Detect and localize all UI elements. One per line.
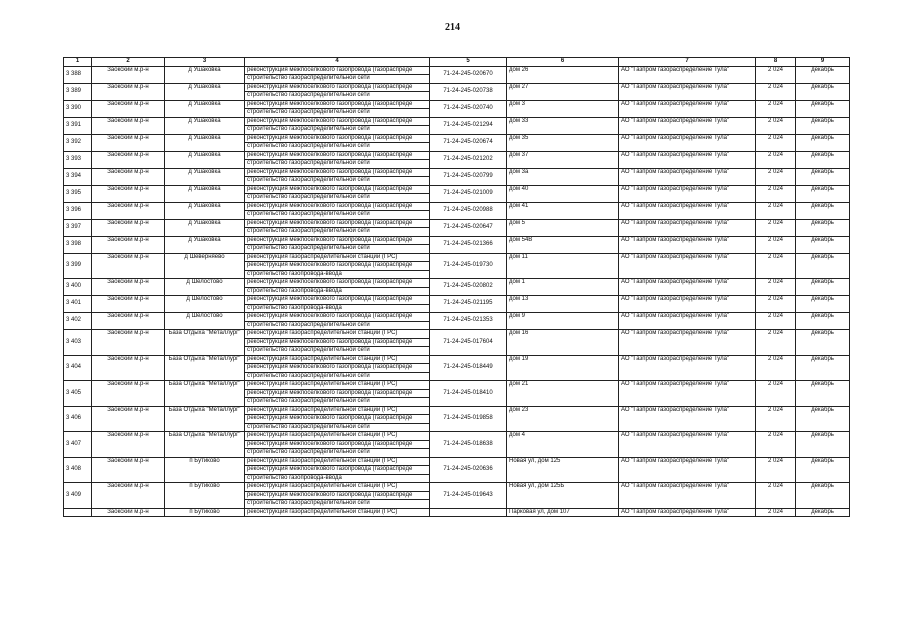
- table-row: [64, 236, 850, 253]
- work-type-line: реконструкция межпоселкового газопровода (газораспреде: [245, 101, 429, 110]
- work-type-line: строительство газораспределительной сети: [247, 347, 370, 353]
- table-row: [64, 483, 850, 509]
- object-code-cell: 71-24-245-021366: [430, 236, 507, 253]
- work-type-line: реконструкция газораспределительной станции (ГРС): [245, 356, 429, 365]
- works-cell: [245, 168, 430, 185]
- table-row: [64, 117, 850, 134]
- work-type-line: реконструкция межпоселкового газопровода (газораспреде: [245, 492, 429, 501]
- work-type-line: строительство газораспределительной сети: [247, 143, 370, 149]
- address-cell: дом 33: [507, 117, 619, 134]
- locality-cell: д Ушаковка: [165, 185, 245, 202]
- row-number-cell: 3 403: [64, 330, 92, 356]
- row-number-cell: 3 406: [64, 406, 92, 432]
- district-cell: Заокский м.р-н: [92, 185, 165, 202]
- address-cell: дом 4: [507, 432, 619, 458]
- address-cell: дом 3а: [507, 168, 619, 185]
- address-cell: дом 26: [507, 66, 619, 83]
- row-number-cell: [64, 508, 92, 517]
- works-cell: [245, 219, 430, 236]
- row-number-cell: 3 409: [64, 483, 92, 509]
- work-type-line: реконструкция межпоселкового газопровода (газораспреде: [245, 186, 429, 195]
- year-cell: 2 024: [756, 185, 796, 202]
- month-cell: декабрь: [796, 134, 850, 151]
- works-cell: [245, 406, 430, 432]
- locality-cell: База Отдыха "Металлург": [165, 355, 245, 381]
- year-cell: 2 024: [756, 296, 796, 313]
- works-cell: [245, 134, 430, 151]
- work-type-line: реконструкция газораспределительной станции (ГРС): [245, 407, 429, 416]
- table-row: [64, 457, 850, 483]
- year-cell: 2 024: [756, 313, 796, 330]
- locality-cell: д Ушаковка: [165, 168, 245, 185]
- locality-cell: д Шеверняево: [165, 253, 245, 279]
- address-cell: дом 27: [507, 83, 619, 100]
- month-cell: декабрь: [796, 83, 850, 100]
- organization-cell: АО "Газпром газораспределение Тула": [619, 117, 756, 134]
- locality-cell: д Ушаковка: [165, 100, 245, 117]
- organization-cell: АО "Газпром газораспределение Тула": [619, 236, 756, 253]
- organization-cell: АО "Газпром газораспределение Тула": [619, 168, 756, 185]
- works-cell: [245, 66, 430, 83]
- organization-cell: АО "Газпром газораспределение Тула": [619, 355, 756, 381]
- year-cell: 2 024: [756, 406, 796, 432]
- table-row: [64, 185, 850, 202]
- works-cell: [245, 202, 430, 219]
- table-row: [64, 168, 850, 185]
- month-cell: декабрь: [796, 296, 850, 313]
- locality-cell: База Отдыха "Металлург": [165, 406, 245, 432]
- district-cell: Заокский м.р-н: [92, 134, 165, 151]
- header-cell: 3: [165, 58, 245, 67]
- address-cell: дом 35: [507, 134, 619, 151]
- object-code-cell: 71-24-245-018449: [430, 355, 507, 381]
- header-cell: 4: [245, 58, 430, 67]
- object-code-cell: 71-24-245-019643: [430, 483, 507, 509]
- district-cell: Заокский м.р-н: [92, 296, 165, 313]
- locality-cell: д Ушаковка: [165, 83, 245, 100]
- address-cell: дом 16: [507, 330, 619, 356]
- row-number-cell: 3 393: [64, 151, 92, 168]
- district-cell: Заокский м.р-н: [92, 508, 165, 517]
- table-row: [64, 66, 850, 83]
- work-type-line: строительство газораспределительной сети: [247, 228, 370, 234]
- object-code-cell: 71-24-245-021009: [430, 185, 507, 202]
- table-row: [64, 279, 850, 296]
- work-type-line: реконструкция межпоселкового газопровода (газораспреде: [245, 169, 429, 178]
- work-type-line: реконструкция межпоселкового газопровода (газораспреде: [245, 279, 429, 288]
- month-cell: декабрь: [796, 313, 850, 330]
- year-cell: 2 024: [756, 432, 796, 458]
- district-cell: Заокский м.р-н: [92, 219, 165, 236]
- table-row: [64, 432, 850, 458]
- work-type-line: реконструкция газораспределительной станции (ГРС): [245, 254, 429, 263]
- address-cell: дом 23: [507, 406, 619, 432]
- district-cell: Заокский м.р-н: [92, 313, 165, 330]
- object-code-cell: 71-24-245-020799: [430, 168, 507, 185]
- district-cell: Заокский м.р-н: [92, 236, 165, 253]
- organization-cell: АО "Газпром газораспределение Тула": [619, 313, 756, 330]
- work-type-line: строительство газораспределительной сети: [247, 109, 370, 115]
- locality-cell: д Ушаковка: [165, 219, 245, 236]
- address-cell: дом 3: [507, 100, 619, 117]
- month-cell: декабрь: [796, 508, 850, 517]
- header-cell: 5: [430, 58, 507, 67]
- table-row: [64, 313, 850, 330]
- work-type-line: строительство газораспределительной сети: [247, 75, 370, 81]
- organization-cell: АО "Газпром газораспределение Тула": [619, 66, 756, 83]
- work-type-line: реконструкция межпоселкового газопровода (газораспреде: [245, 313, 429, 322]
- year-cell: 2 024: [756, 381, 796, 407]
- year-cell: 2 024: [756, 117, 796, 134]
- object-code-cell: 71-24-245-018638: [430, 432, 507, 458]
- locality-cell: База Отдыха "Металлург": [165, 381, 245, 407]
- work-type-line: реконструкция межпоселкового газопровода (газораспреде: [245, 220, 429, 229]
- month-cell: декабрь: [796, 330, 850, 356]
- month-cell: декабрь: [796, 253, 850, 279]
- month-cell: декабрь: [796, 202, 850, 219]
- organization-cell: АО "Газпром газораспределение Тула": [619, 253, 756, 279]
- district-cell: Заокский м.р-н: [92, 457, 165, 483]
- works-cell: [245, 483, 430, 509]
- object-code-cell: 71-24-245-020738: [430, 83, 507, 100]
- table-row: [64, 355, 850, 381]
- row-number-cell: 3 388: [64, 66, 92, 83]
- year-cell: 2 024: [756, 457, 796, 483]
- object-code-cell: 71-24-245-021202: [430, 151, 507, 168]
- month-cell: декабрь: [796, 381, 850, 407]
- organization-cell: АО "Газпром газораспределение Тула": [619, 330, 756, 356]
- work-type-line: строительство газораспределительной сети: [247, 126, 370, 132]
- header-cell: 1: [64, 58, 92, 67]
- year-cell: 2 024: [756, 355, 796, 381]
- district-cell: Заокский м.р-н: [92, 202, 165, 219]
- works-cell: [245, 117, 430, 134]
- work-type-line: реконструкция межпоселкового газопровода (газораспреде: [245, 135, 429, 144]
- month-cell: декабрь: [796, 279, 850, 296]
- row-number-cell: 3 391: [64, 117, 92, 134]
- work-type-line: строительство газопровода-ввода: [247, 304, 342, 311]
- header-row: [64, 58, 850, 67]
- organization-cell: АО "Газпром газораспределение Тула": [619, 508, 756, 517]
- row-number-cell: 3 399: [64, 253, 92, 279]
- table-row: [64, 202, 850, 219]
- year-cell: 2 024: [756, 279, 796, 296]
- address-cell: дом 9: [507, 313, 619, 330]
- month-cell: декабрь: [796, 236, 850, 253]
- month-cell: декабрь: [796, 219, 850, 236]
- organization-cell: АО "Газпром газораспределение Тула": [619, 151, 756, 168]
- organization-cell: АО "Газпром газораспределение Тула": [619, 483, 756, 509]
- object-code-cell: 71-24-245-020802: [430, 279, 507, 296]
- object-code-cell: 71-24-245-020647: [430, 219, 507, 236]
- row-number-cell: 3 401: [64, 296, 92, 313]
- year-cell: 2 024: [756, 202, 796, 219]
- address-cell: дом 37: [507, 151, 619, 168]
- address-cell: дом 1: [507, 279, 619, 296]
- object-code-cell: 71-24-245-021353: [430, 313, 507, 330]
- locality-cell: База Отдыха "Металлург": [165, 330, 245, 356]
- organization-cell: АО "Газпром газораспределение Тула": [619, 381, 756, 407]
- organization-cell: АО "Газпром газораспределение Тула": [619, 457, 756, 483]
- month-cell: декабрь: [796, 457, 850, 483]
- year-cell: 2 024: [756, 330, 796, 356]
- page-number: 214: [445, 22, 460, 33]
- row-number-cell: 3 389: [64, 83, 92, 100]
- organization-cell: АО "Газпром газораспределение Тула": [619, 432, 756, 458]
- works-cell: [245, 185, 430, 202]
- address-cell: дом 13: [507, 296, 619, 313]
- row-number-cell: 3 397: [64, 219, 92, 236]
- locality-cell: д Шелостово: [165, 296, 245, 313]
- table-row: [64, 134, 850, 151]
- work-type-line: строительство газораспределительной сети: [247, 245, 370, 251]
- table-row: [64, 296, 850, 313]
- work-type-line: реконструкция межпоселкового газопровода (газораспреде: [245, 84, 429, 93]
- register-table: [63, 57, 850, 517]
- month-cell: декабрь: [796, 432, 850, 458]
- object-code-cell: 71-24-245-020636: [430, 457, 507, 483]
- work-type-line: реконструкция межпоселкового газопровода (газораспреде: [245, 296, 429, 305]
- works-cell: [245, 151, 430, 168]
- year-cell: 2 024: [756, 100, 796, 117]
- row-number-cell: 3 404: [64, 355, 92, 381]
- work-type-line: реконструкция межпоселкового газопровода (газораспреде: [245, 441, 429, 450]
- month-cell: декабрь: [796, 100, 850, 117]
- month-cell: декабрь: [796, 185, 850, 202]
- work-type-line: строительство газораспределительной сети: [247, 423, 370, 430]
- organization-cell: АО "Газпром газораспределение Тула": [619, 279, 756, 296]
- works-cell: [245, 508, 430, 517]
- row-number-cell: 3 394: [64, 168, 92, 185]
- address-cell: дом 11: [507, 253, 619, 279]
- locality-cell: д Шелостово: [165, 313, 245, 330]
- year-cell: 2 024: [756, 168, 796, 185]
- work-type-line: реконструкция межпоселкового газопровода (газораспреде: [245, 390, 429, 399]
- object-code-cell: 71-24-245-021195: [430, 296, 507, 313]
- organization-cell: АО "Газпром газораспределение Тула": [619, 134, 756, 151]
- object-code-cell: [430, 508, 507, 517]
- object-code-cell: 71-24-245-018410: [430, 381, 507, 407]
- work-type-line: реконструкция газораспределительной станции (ГРС): [245, 330, 429, 339]
- table-row: [64, 508, 850, 517]
- works-cell: [245, 279, 430, 296]
- header-cell: 9: [796, 58, 850, 67]
- year-cell: 2 024: [756, 508, 796, 517]
- month-cell: декабрь: [796, 117, 850, 134]
- work-type-line: строительство газораспределительной сети: [247, 500, 370, 506]
- address-cell: дом 5: [507, 219, 619, 236]
- locality-cell: п Бутиково: [165, 483, 245, 509]
- month-cell: декабрь: [796, 355, 850, 381]
- row-number-cell: 3 408: [64, 457, 92, 483]
- row-number-cell: 3 405: [64, 381, 92, 407]
- table-row: [64, 151, 850, 168]
- district-cell: Заокский м.р-н: [92, 168, 165, 185]
- works-cell: [245, 457, 430, 483]
- work-type-line: строительство газопровода-ввода: [247, 287, 342, 294]
- address-cell: дом 54В: [507, 236, 619, 253]
- work-type-line: строительство газораспределительной сети: [247, 321, 370, 328]
- object-code-cell: 71-24-245-020670: [430, 66, 507, 83]
- organization-cell: АО "Газпром газораспределение Тула": [619, 100, 756, 117]
- district-cell: Заокский м.р-н: [92, 330, 165, 356]
- work-type-line: реконструкция газораспределительной станции (ГРС): [247, 508, 398, 515]
- district-cell: Заокский м.р-н: [92, 381, 165, 407]
- address-cell: дом 21: [507, 381, 619, 407]
- address-cell: Новая ул, дом 125Б: [507, 483, 619, 509]
- table-row: [64, 100, 850, 117]
- year-cell: 2 024: [756, 483, 796, 509]
- works-cell: [245, 296, 430, 313]
- row-number-cell: 3 392: [64, 134, 92, 151]
- organization-cell: АО "Газпром газораспределение Тула": [619, 406, 756, 432]
- month-cell: декабрь: [796, 483, 850, 509]
- works-cell: [245, 355, 430, 381]
- table-row: [64, 381, 850, 407]
- work-type-line: реконструкция межпоселкового газопровода (газораспреде: [245, 118, 429, 127]
- work-type-line: реконструкция газораспределительной станции (ГРС): [245, 432, 429, 441]
- work-type-line: строительство газораспределительной сети: [247, 194, 370, 200]
- work-type-line: строительство газопровода-ввода: [247, 474, 342, 481]
- locality-cell: д Ушаковка: [165, 202, 245, 219]
- object-code-cell: 71-24-245-017604: [430, 330, 507, 356]
- work-type-line: реконструкция межпоселкового газопровода (газораспреде: [245, 152, 429, 161]
- address-cell: Новая ул, дом 125: [507, 457, 619, 483]
- works-cell: [245, 253, 430, 279]
- year-cell: 2 024: [756, 151, 796, 168]
- district-cell: Заокский м.р-н: [92, 117, 165, 134]
- month-cell: декабрь: [796, 66, 850, 83]
- works-cell: [245, 100, 430, 117]
- object-code-cell: 71-24-245-019858: [430, 406, 507, 432]
- work-type-line: реконструкция межпоселкового газопровода (газораспреде: [245, 67, 429, 76]
- table-row: [64, 253, 850, 279]
- locality-cell: д Ушаковка: [165, 134, 245, 151]
- year-cell: 2 024: [756, 236, 796, 253]
- work-type-line: строительство газораспределительной сети: [247, 211, 370, 217]
- object-code-cell: 71-24-245-021294: [430, 117, 507, 134]
- locality-cell: База Отдыха "Металлург": [165, 432, 245, 458]
- organization-cell: АО "Газпром газораспределение Тула": [619, 296, 756, 313]
- object-code-cell: 71-24-245-020988: [430, 202, 507, 219]
- work-type-line: строительство газораспределительной сети: [247, 160, 370, 166]
- locality-cell: п Бутиково: [165, 508, 245, 517]
- row-number-cell: 3 398: [64, 236, 92, 253]
- works-cell: [245, 236, 430, 253]
- district-cell: Заокский м.р-н: [92, 279, 165, 296]
- table-row: [64, 83, 850, 100]
- locality-cell: д Ушаковка: [165, 66, 245, 83]
- district-cell: Заокский м.р-н: [92, 151, 165, 168]
- month-cell: декабрь: [796, 151, 850, 168]
- work-type-line: строительство газораспределительной сети: [247, 449, 370, 455]
- row-number-cell: 3 390: [64, 100, 92, 117]
- work-type-line: реконструкция межпоселкового газопровода (газораспреде: [245, 203, 429, 212]
- district-cell: Заокский м.р-н: [92, 432, 165, 458]
- works-cell: [245, 313, 430, 330]
- work-type-line: реконструкция межпоселкового газопровода (газораспреде: [245, 339, 429, 348]
- work-type-line: реконструкция межпоселкового газопровода (газораспреде: [245, 237, 429, 246]
- locality-cell: д Ушаковка: [165, 117, 245, 134]
- work-type-line: строительство газопровода-ввода: [247, 270, 342, 277]
- work-type-line: строительство газораспределительной сети: [247, 92, 370, 98]
- work-type-line: реконструкция межпоселкового газопровода (газораспреде: [245, 466, 429, 475]
- table-row: [64, 406, 850, 432]
- table-row: [64, 330, 850, 356]
- organization-cell: АО "Газпром газораспределение Тула": [619, 219, 756, 236]
- work-type-line: реконструкция межпоселкового газопровода (газораспреде: [245, 415, 429, 424]
- header-cell: 6: [507, 58, 619, 67]
- object-code-cell: 71-24-245-019730: [430, 253, 507, 279]
- locality-cell: д Шелостово: [165, 279, 245, 296]
- year-cell: 2 024: [756, 134, 796, 151]
- year-cell: 2 024: [756, 83, 796, 100]
- works-cell: [245, 381, 430, 407]
- month-cell: декабрь: [796, 168, 850, 185]
- district-cell: Заокский м.р-н: [92, 66, 165, 83]
- year-cell: 2 024: [756, 66, 796, 83]
- work-type-line: строительство газораспределительной сети: [247, 177, 370, 183]
- table-row: [64, 219, 850, 236]
- row-number-cell: 3 400: [64, 279, 92, 296]
- organization-cell: АО "Газпром газораспределение Тула": [619, 202, 756, 219]
- work-type-line: реконструкция газораспределительной станции (ГРС): [245, 458, 429, 467]
- year-cell: 2 024: [756, 253, 796, 279]
- header-cell: 2: [92, 58, 165, 67]
- district-cell: Заокский м.р-н: [92, 83, 165, 100]
- district-cell: Заокский м.р-н: [92, 406, 165, 432]
- address-cell: Парковая ул, дом 107: [507, 508, 619, 517]
- address-cell: дом 40: [507, 185, 619, 202]
- district-cell: Заокский м.р-н: [92, 253, 165, 279]
- row-number-cell: 3 395: [64, 185, 92, 202]
- locality-cell: п Бутиково: [165, 457, 245, 483]
- works-cell: [245, 432, 430, 458]
- district-cell: Заокский м.р-н: [92, 483, 165, 509]
- object-code-cell: 71-24-245-020674: [430, 134, 507, 151]
- organization-cell: АО "Газпром газораспределение Тула": [619, 185, 756, 202]
- row-number-cell: 3 396: [64, 202, 92, 219]
- locality-cell: д Ушаковка: [165, 151, 245, 168]
- work-type-line: реконструкция межпоселкового газопровода (газораспреде: [245, 364, 429, 373]
- address-cell: дом 41: [507, 202, 619, 219]
- work-type-line: реконструкция газораспределительной станции (ГРС): [245, 381, 429, 390]
- year-cell: 2 024: [756, 219, 796, 236]
- work-type-line: строительство газораспределительной сети: [247, 398, 370, 404]
- row-number-cell: 3 407: [64, 432, 92, 458]
- address-cell: дом 19: [507, 355, 619, 381]
- row-number-cell: 3 402: [64, 313, 92, 330]
- district-cell: Заокский м.р-н: [92, 355, 165, 381]
- object-code-cell: 71-24-245-020740: [430, 100, 507, 117]
- work-type-line: реконструкция газораспределительной станции (ГРС): [245, 483, 429, 492]
- work-type-line: реконструкция межпоселкового газопровода (газораспреде: [245, 262, 429, 271]
- work-type-line: строительство газораспределительной сети: [247, 372, 370, 379]
- works-cell: [245, 330, 430, 356]
- locality-cell: д Ушаковка: [165, 236, 245, 253]
- header-cell: 8: [756, 58, 796, 67]
- month-cell: декабрь: [796, 406, 850, 432]
- organization-cell: АО "Газпром газораспределение Тула": [619, 83, 756, 100]
- works-cell: [245, 83, 430, 100]
- district-cell: Заокский м.р-н: [92, 100, 165, 117]
- header-cell: 7: [619, 58, 756, 67]
